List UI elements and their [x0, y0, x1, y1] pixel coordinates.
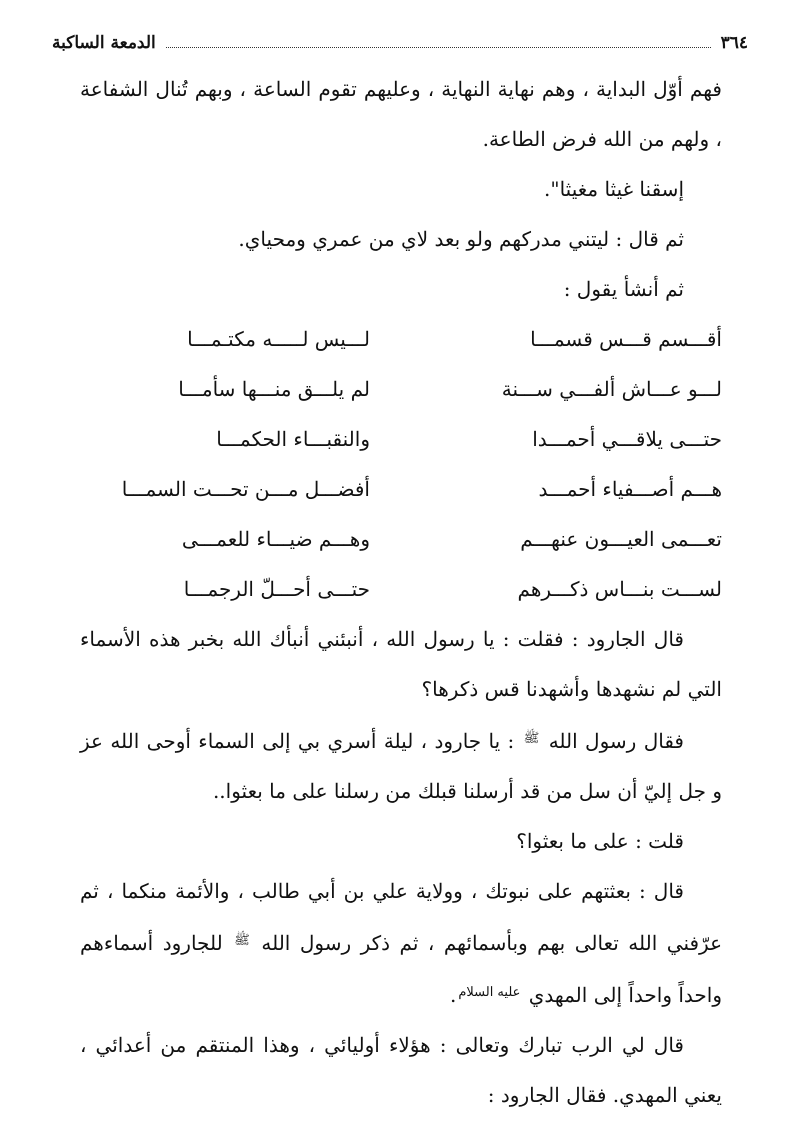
page-header [52, 28, 748, 58]
verse-second-hemistich: حتـــى أحـــلّ الرجمـــا [183, 577, 370, 601]
salawat-symbol: ﷺ [523, 731, 540, 746]
verse-second-hemistich: والنقبـــاء الحكمـــا [216, 427, 370, 451]
paragraph-text: قال : بعثتهم على نبوتك ، وولاية علي بن أبي طالب ، والأئمة منكما ، ثم عرّفني الله تعالى بهم وبأسمائهم ، ثم ذكر رسول الله [80, 879, 723, 955]
poem-verse [80, 564, 722, 614]
paragraph [80, 714, 722, 816]
header-rule [166, 47, 711, 48]
alayhi-salam-symbol: عليه السلام [458, 985, 521, 1000]
paragraph-text: . [449, 983, 457, 1007]
page-body [80, 64, 722, 1120]
salawat-symbol: ﷺ [234, 933, 250, 948]
paragraph [80, 866, 722, 1020]
verse-first-hemistich: لســـت بنـــاس ذكـــرهم [517, 577, 722, 601]
paragraph: فهم أوّل البداية ، وهم نهاية النهاية ، وعليهم تقوم الساعة ، وبهم تُنال الشفاعة ، ولهم من الله فرض الطاعة. [80, 77, 722, 151]
verse-second-hemistich: لم يلـــق منـــها سأمـــا [178, 377, 370, 401]
paragraph: ثم أنشأ يقول : [563, 277, 684, 301]
poem-verse [80, 464, 722, 514]
verse-second-hemistich: لـــيس لـــــه مكتـمـــا [187, 327, 370, 351]
paragraph: قال لي الرب تبارك وتعالى : هؤلاء أوليائي ، وهذا المنتقم من أعدائي ، يعني المهدي. فقال الجارود : [80, 1033, 722, 1107]
poem-verse [80, 314, 722, 364]
poem-verse [80, 414, 722, 464]
paragraph: ثم قال : ليتني مدركهم ولو بعد لاي من عمري ومحياي. [238, 227, 684, 251]
paragraph: قلت : على ما بعثوا؟ [516, 829, 684, 853]
verse-first-hemistich: تعـــمى العيـــون عنهـــم [520, 527, 722, 551]
verse-first-hemistich: أقـــسم قـــس قسمـــا [530, 327, 722, 351]
paragraph: إسقنا غيثا مغيثا". [544, 177, 684, 201]
verse-first-hemistich: لـــو عـــاش ألفـــي ســـنة [501, 377, 722, 401]
poem-verse [80, 514, 722, 564]
verse-first-hemistich: حتـــى يلاقـــي أحمـــدا [532, 427, 722, 451]
book-title: الدمعة الساكبة [52, 33, 156, 53]
paragraph: قال الجارود : فقلت : يا رسول الله ، أنبئني أنبأك الله بخبر هذه الأسماء التي لم نشهدها وأشهدنا قس ذكرها؟ [80, 627, 722, 701]
poem-verse [80, 364, 722, 414]
poem [80, 314, 722, 614]
verse-second-hemistich: وهـــم ضيـــاء للعمـــى [181, 527, 370, 551]
verse-second-hemistich: أفضـــل مـــن تحـــت السمـــا [121, 477, 370, 501]
verse-first-hemistich: هـــم أصـــفياء أحمـــد [538, 477, 722, 501]
paragraph-text: : يا جارود ، ليلة أسري بي إلى السماء أوحى الله عز و جل إليّ أن سل من قد أرسلنا قبلك من رسلنا على ما بعثوا.. [80, 729, 722, 803]
page-number: ٣٦٤ [720, 33, 748, 53]
paragraph-text: للجارود أسماءهم واحداً واحداً إلى المهدي [80, 931, 722, 1007]
paragraph-text: فقال رسول الله [548, 729, 684, 753]
